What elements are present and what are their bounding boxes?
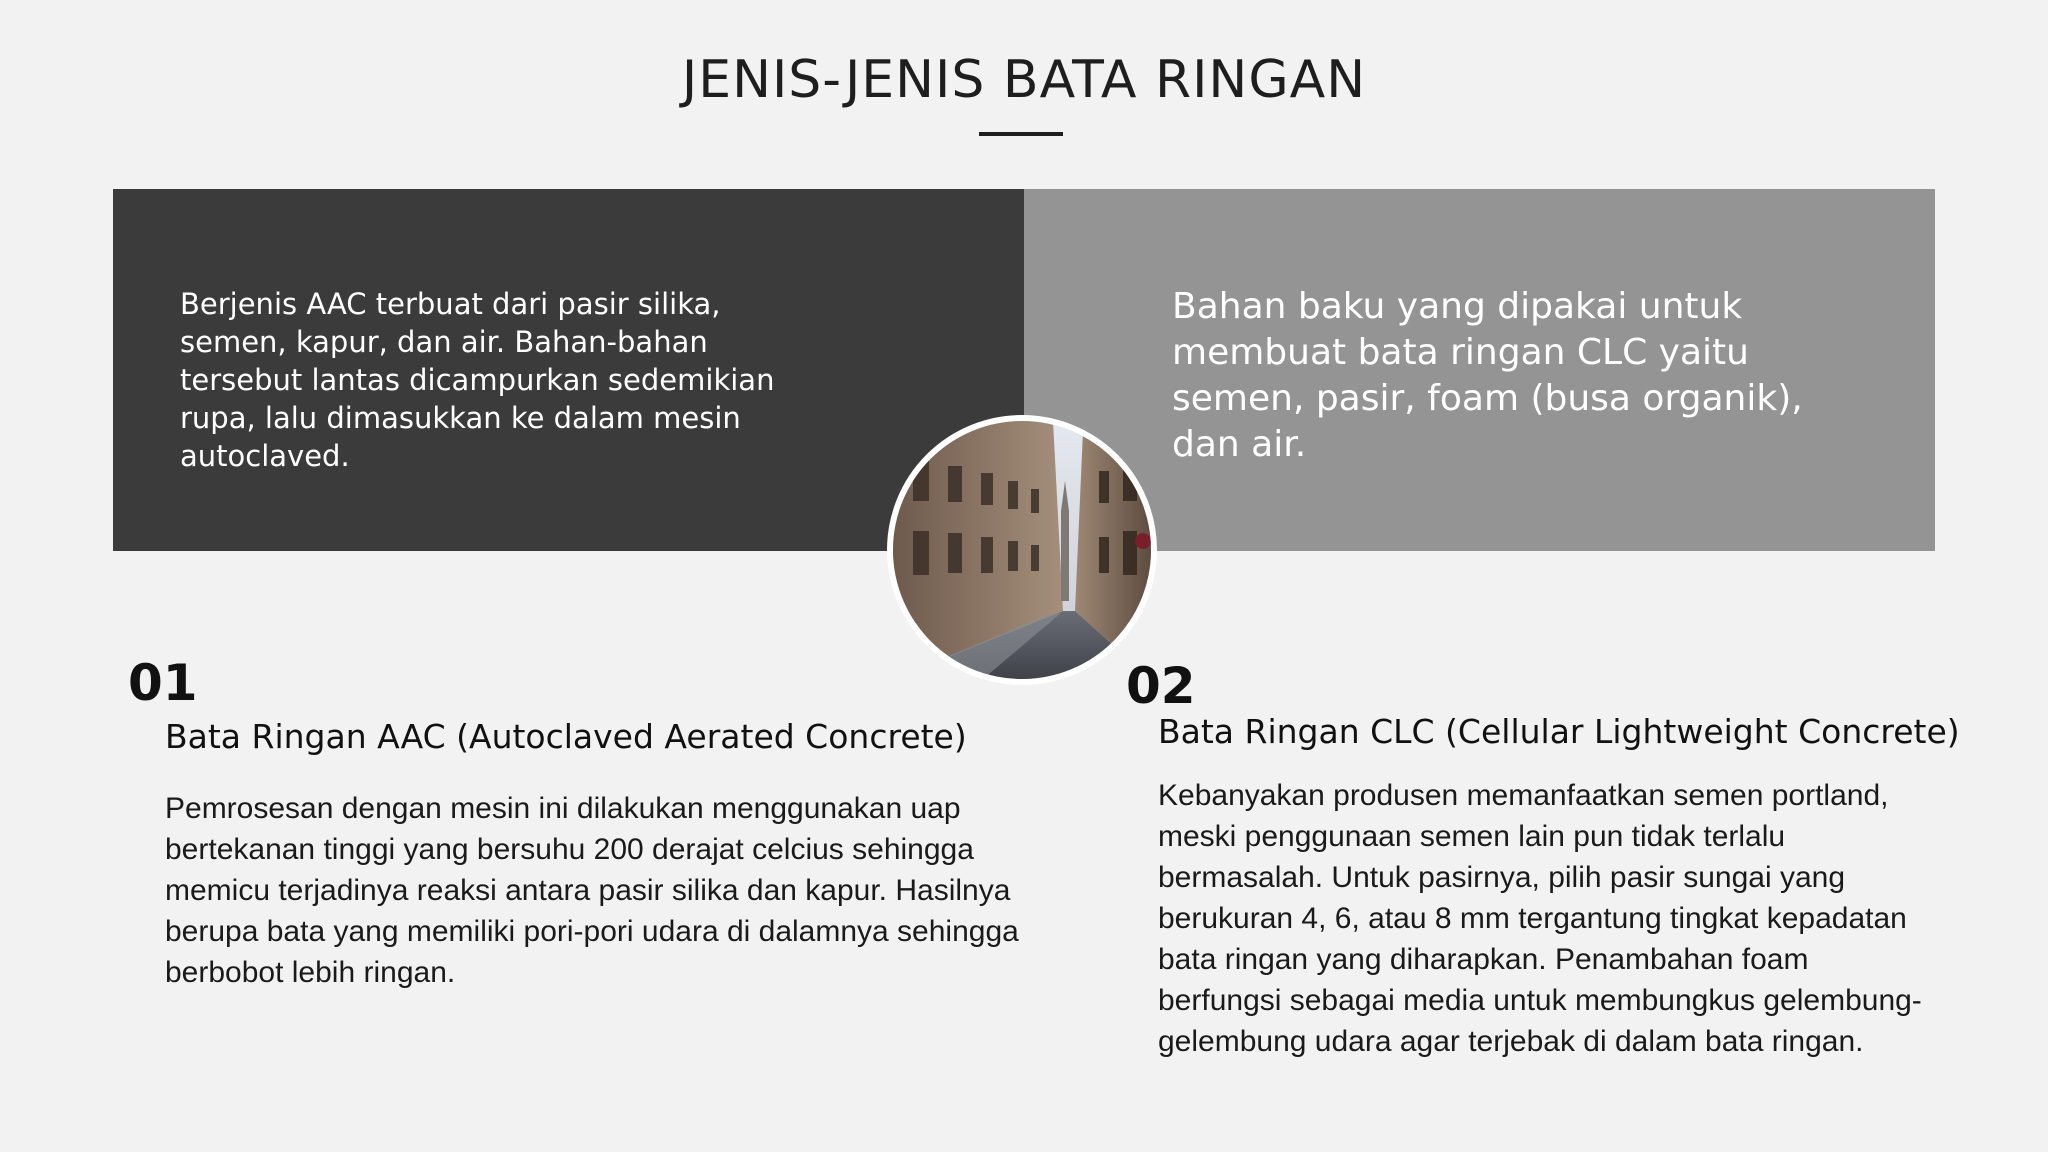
item-heading-clc: Bata Ringan CLC (Cellular Lightweight Concrete) — [1158, 712, 1960, 751]
street-photo-illustration — [893, 421, 1151, 679]
right-panel-text: Bahan baku yang dipakai untuk membuat bata ringan CLC yaitu semen, pasir, foam (busa organik), dan air. — [1172, 286, 1803, 465]
item-number-02: 02 — [1126, 657, 1196, 715]
left-panel-text: Berjenis AAC terbuat dari pasir silika, semen, kapur, dan air. Bahan-bahan tersebut lantas dicampurkan sedemikian rupa, lalu dimasukkan ke dalam mesin autoclaved. — [180, 287, 775, 473]
item-body-clc: Kebanyakan produsen memanfaatkan semen portland, meski penggunaan semen lain pun tidak terlalu bermasalah. Untuk pasirnya, pilih pasir sungai yang berukuran 4, 6, atau 8 mm tergantung tingkat kepadatan bata ringan yang diharapkan. Penambahan foam berfungsi sebagai media untuk membungkus gelembung-gelembung udara agar terjebak di dalam bata ringan. — [1158, 779, 1922, 1058]
street-photo — [887, 415, 1157, 685]
item-heading-aac: Bata Ringan AAC (Autoclaved Aerated Concrete) — [165, 717, 967, 756]
item-number-01: 01 — [128, 654, 198, 712]
item-body-aac: Pemrosesan dengan mesin ini dilakukan menggunakan uap bertekanan tinggi yang bersuhu 200 derajat celcius sehingga memicu terjadinya reaksi antara pasir silika dan kapur. Hasilnya berupa bata yang memiliki pori-pori udara di dalamnya sehingga berbobot lebih ringan. — [165, 792, 1019, 989]
title-underline — [979, 132, 1063, 136]
slide-title: JENIS-JENIS BATA RINGAN — [681, 50, 1367, 110]
